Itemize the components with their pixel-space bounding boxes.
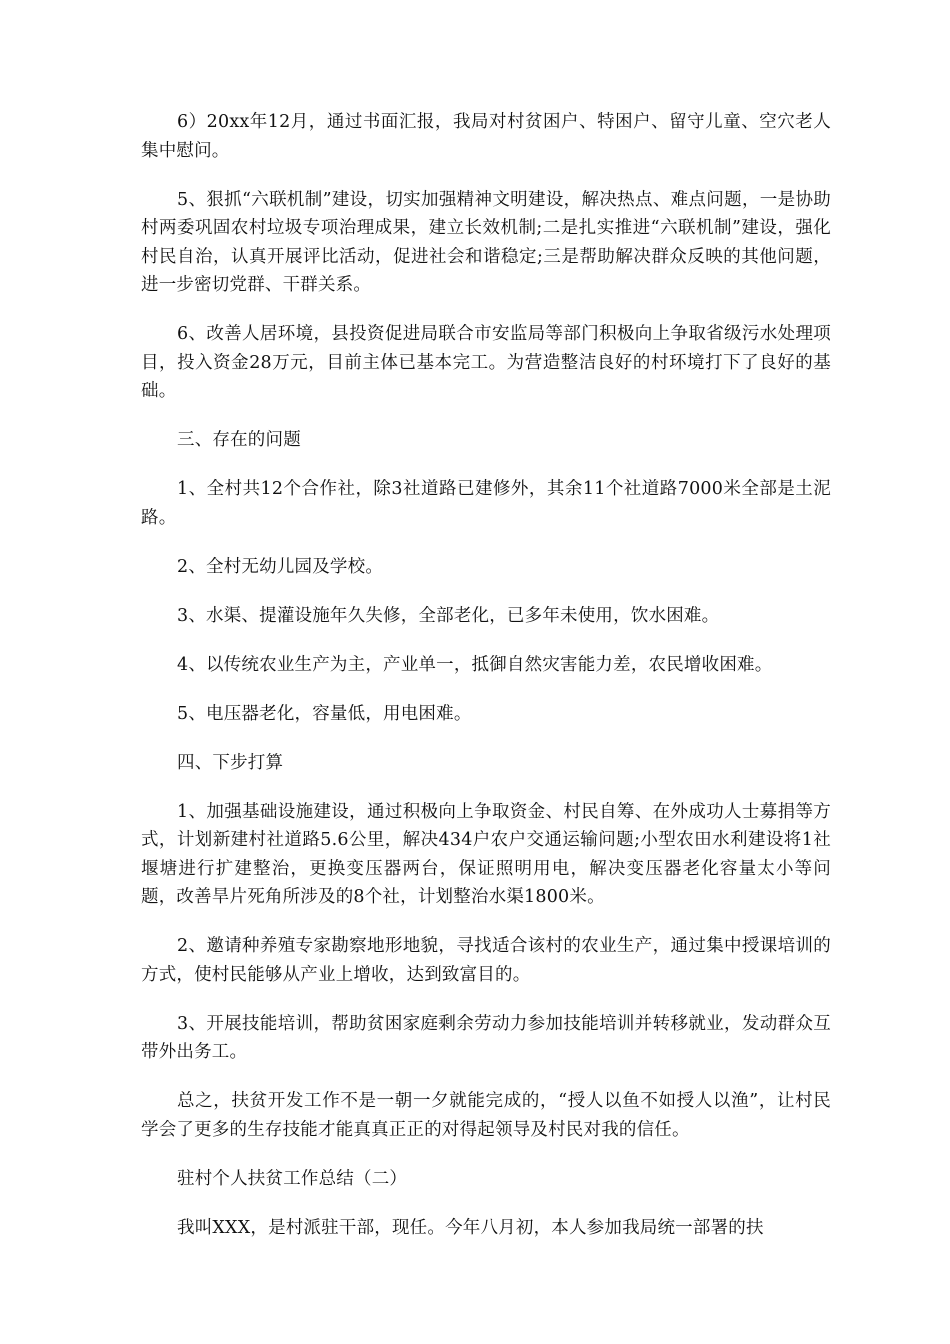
paragraph-problem-irrigation: 3、水渠、提灌设施年久失修，全部老化，已多年未使用，饮水困难。 [177,605,720,626]
section-heading-summary-two: 驻村个人扶贫工作总结（二） [177,1168,408,1189]
paragraph-introduction: 我叫XXX，是村派驻干部，现任。今年八月初，本人参加我局统一部署的扶 [177,1217,764,1238]
section-heading-problems: 三、存在的问题 [177,430,301,450]
paragraph-conclusion: 总之，扶贫开发工作不是一朝一夕就能完成的，“授人以鱼不如授人以渔”，让村民学会了更多的生存技能才能真真正正的对得起领导及村民对我的信任。 [141,1091,831,1140]
paragraph-plan-experts: 2、邀请种养殖专家勘察地形地貌，寻找适合该村的农业生产，通过集中授课培训的方式，使村民能够从产业上增收，达到致富目的。 [141,936,831,985]
paragraph-plan-training: 3、开展技能培训，帮助贫困家庭剩余劳动力参加技能培训并转移就业，发动群众互带外出务工。 [141,1013,831,1062]
paragraph-problem-schools: 2、全村无幼儿园及学校。 [177,556,384,577]
paragraph-condolence-visit: 6）20xx年12月，通过书面汇报，我局对村贫困户、特困户、留守儿童、空穴老人集中慰问。 [141,112,831,161]
paragraph-problem-agriculture: 4、以传统农业生产为主，产业单一，抵御自然灾害能力差，农民增收困难。 [177,654,773,675]
paragraph-problem-electricity: 5、电压器老化，容量低，用电困难。 [177,703,472,724]
paragraph-problem-roads: 1、全村共12个合作社，除3社道路已建修外，其余11个社道路7000米全部是土泥路。 [141,479,831,528]
section-heading-next-steps: 四、下步打算 [177,752,284,773]
paragraph-six-linkage-mechanism: 5、狠抓“六联机制”建设，切实加强精神文明建设，解决热点、难点问题，一是协助村两委巩固农村垃圾专项治理成果，建立长效机制;二是扎实推进“六联机制”建设，强化村民自治，认真开展评比活动，促进社会和谐稳定;三是帮助解决群众反映的其他问题，进一步密切党群、干群关系。 [141,189,831,295]
document-body [141,108,831,1263]
paragraph-plan-infrastructure: 1、加强基础设施建设，通过积极向上争取资金、村民自筹、在外成功人士募捐等方式，计划新建村社道路5.6公里，解决434户农户交通运输问题;小型农田水利建设将1社堰塘进行扩建整治，更换变压器两台，保证照明用电，解决变压器老化容量太小等问题，改善旱片死角所涉及的8个社，计划整治水渠1800米。 [141,801,831,907]
paragraph-living-environment: 6、改善人居环境，县投资促进局联合市安监局等部门积极向上争取省级污水处理项目，投入资金28万元，目前主体已基本完工。为营造整洁良好的村环境打下了良好的基础。 [141,324,831,401]
